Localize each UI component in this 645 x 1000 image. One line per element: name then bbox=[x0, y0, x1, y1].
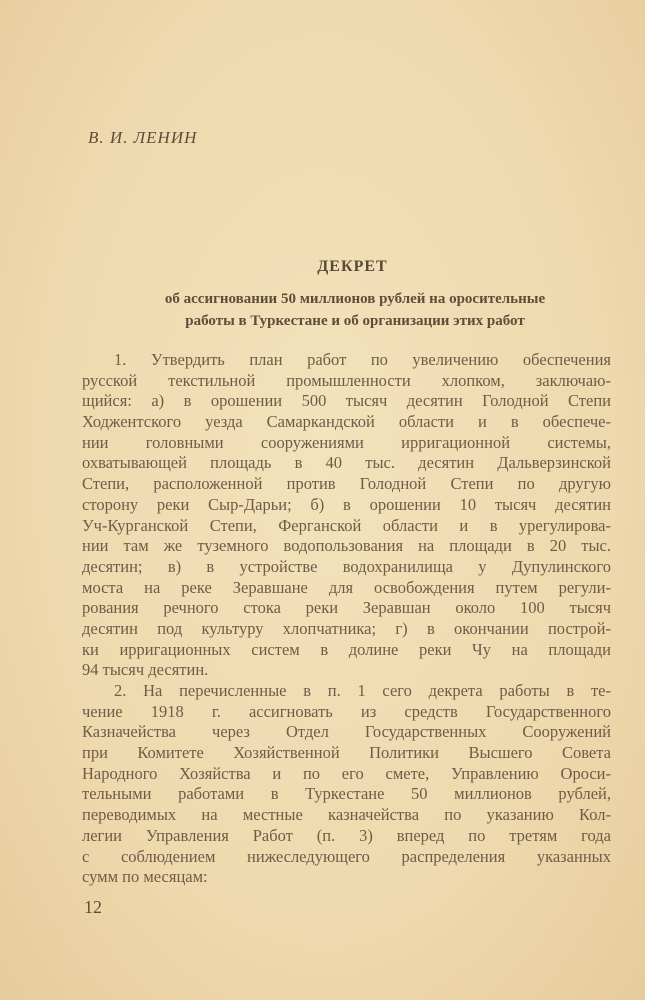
decree-subtitle bbox=[90, 288, 620, 332]
text-line: щийся: а) в орошении 500 тысяч десятин Голодной Степи bbox=[82, 391, 611, 411]
text-line: нии там же туземного водопользования на площади в 20 тыс. bbox=[82, 536, 611, 556]
text-line: при Комитете Хозяйственной Политики Высшего Совета bbox=[82, 743, 611, 763]
decree-title: ДЕКРЕТ bbox=[317, 258, 388, 275]
subtitle-line: работы в Туркестане и об организации этих работ bbox=[185, 313, 525, 329]
text-line: нии головными сооружениями ирригационной системы, bbox=[82, 432, 611, 452]
text-line: чение 1918 г. ассигновать из средств Государственного bbox=[82, 701, 611, 721]
text-line: тельными работами в Туркестане 50 миллионов рублей, bbox=[82, 784, 611, 804]
text-line: переводимых на местные казначейства по указанию Кол- bbox=[82, 805, 611, 825]
text-line: Казначейства через Отдел Государственных Сооружений bbox=[82, 722, 611, 742]
text-line: 2. На перечисленные в п. 1 сего декрета работы в те- bbox=[114, 681, 611, 700]
text-line: русской текстильной промышленности хлопком, заключаю- bbox=[82, 370, 611, 390]
text-line: сторону реки Сыр-Дарьи; б) в орошении 10 тысяч десятин bbox=[82, 494, 611, 514]
text-line: с соблюдением нижеследующего распределения указанных bbox=[82, 846, 611, 866]
text-line: Уч-Курганской Степи, Ферганской области и в урегулирова- bbox=[82, 515, 611, 535]
text-line: ки ирригационных систем в долине реки Чу на площади bbox=[82, 639, 611, 659]
author-header: В. И. ЛЕНИН bbox=[88, 128, 198, 147]
text-line: десятин; в) в устройстве водохранилища у Дупулинского bbox=[82, 556, 611, 576]
text-line: сумм по месяцам: bbox=[82, 867, 208, 887]
text-line: рования речного стока реки Зеравшан около 100 тысяч bbox=[82, 598, 611, 618]
paragraph bbox=[82, 681, 611, 888]
text-line: Ходжентского уезда Самаркандской области и в обеспече- bbox=[82, 412, 611, 432]
text-line: Народного Хозяйства и по его смете, Управлению Ороси- bbox=[82, 763, 611, 783]
text-line: моста на реке Зеравшане для освобождения путем регули- bbox=[82, 577, 611, 597]
text-line: легии Управления Работ (п. 3) вперед по третям года bbox=[82, 825, 611, 845]
text-line: десятин под культуру хлопчатника; г) в окончании построй- bbox=[82, 618, 611, 638]
page-number: 12 bbox=[84, 897, 102, 917]
text-line: 1. Утвердить план работ по увеличению обеспечения bbox=[114, 350, 611, 369]
text-line: охватывающей площадь в 40 тыс. десятин Дальверзинской bbox=[82, 453, 611, 473]
text-line: 94 тысяч десятин. bbox=[82, 660, 209, 680]
body-text bbox=[82, 350, 611, 888]
paragraph bbox=[82, 350, 611, 681]
text-line: Степи, расположенной против Голодной Степи по другую bbox=[82, 474, 611, 494]
subtitle-line: об ассигновании 50 миллионов рублей на оросительные bbox=[164, 291, 546, 307]
